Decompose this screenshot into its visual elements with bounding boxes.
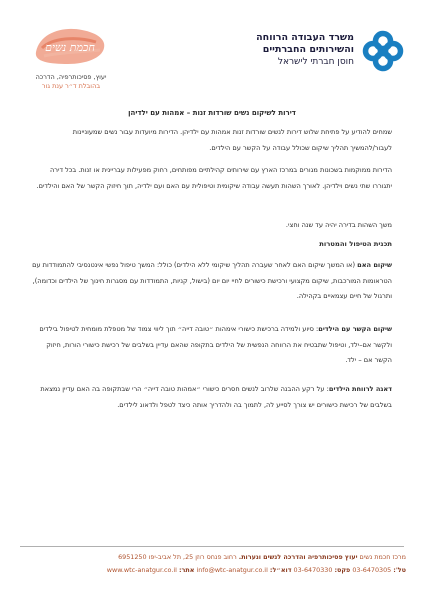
footer-divider xyxy=(20,546,404,547)
footer-web-label: אתר: xyxy=(178,566,195,574)
treatment-label-mother: שיקום האם xyxy=(357,261,392,269)
brand-mark-text: חכמת נשים xyxy=(45,41,95,54)
footer-tel-label: טל': xyxy=(393,566,406,574)
footer-email-label: דוא״ל: xyxy=(269,566,292,574)
footer-org-name: מרכז חכמת נשים xyxy=(359,553,406,561)
footer-address-line xyxy=(18,553,406,561)
treatment-label-bond: שיקום הקשר עם הילדים xyxy=(318,325,392,333)
ministry-name-line1: משרד העבודה הרווחה xyxy=(256,32,354,43)
ministry-knot-logo-icon xyxy=(362,30,404,72)
section-heading: תכנית הטיפול והמטרות xyxy=(319,240,392,248)
document-title: דירות לשיקום נשים שורדות זנות – אמהות עם ילדיהן xyxy=(128,109,296,117)
footer-org-desc: יעוץ פסיכותרפיה והדרכה לנשים ונערות. xyxy=(238,553,358,561)
brand-tagline: יעוץ, פסיכותרפיה, הדרכה xyxy=(35,73,107,81)
intro-paragraph-2: הדירות ממוקמות בשכונות מגורים במרכז הארץ עם שירותים קהילתיים מפותחים, רחוק מפעילות עבריינית או זנות. בכל דירה יתגוררו שתי נשים וילדיהן. לאורך השהות תעשה עבודה שיקומית וטיפולית עם האם ועם ילדיה, תוך חיזוק הקשר של האם והילדים. xyxy=(36,166,392,190)
footer-fax: 03-6470330 xyxy=(293,566,333,574)
footer-fax-label: פקס: xyxy=(334,566,351,574)
treatment-paragraph-bond xyxy=(32,322,392,369)
brand-leader: בהובלת ד״ר ענת גור xyxy=(41,82,101,90)
treatment-paragraph-children xyxy=(32,382,392,413)
treatment-text-children: : על רקע ההבנה שלרוב לנשים חסרים כישורי ״אמהות טובה דייה״ הרי שבתקופה בה האם עדיין נמצאת בשלבים של רכישת כישורים יש צורך לסייע לה, לתמוך בה ולהדריך אותה כיצד לטפל ולדאוג לילדים. xyxy=(40,385,392,409)
footer-tel[interactable]: 03-6470305 xyxy=(352,566,392,574)
footer-address: רחוב פנחס רוזן 25, תל אביב-יפו 6951250 xyxy=(118,553,237,561)
footer-web-link[interactable]: www.wtc-anatgur.co.il xyxy=(106,566,177,574)
footer-email-link[interactable]: info@wtc-anatgur.co.il xyxy=(196,566,268,574)
treatment-label-children: דאגה לרווחת הילדים xyxy=(328,385,392,393)
brush-stroke-logo-icon xyxy=(30,22,110,70)
ministry-name-line2: והשירותים החברתיים xyxy=(262,44,354,55)
intro-paragraph-3: משך השהות בדירה יהיה עד שנה וחצי. xyxy=(285,221,392,229)
ministry-name xyxy=(194,32,354,69)
treatment-text-mother: (או המשך שיקום האם לאחר שעברה תהליך שיקומי ללא הילדים) כולל: המשך טיפול נפשי אינטנסיבי להתמודדות עם הטראומות המורכבות, שיקום מקצועי ורכישת כישורים לחיי יום יום (בישול, קניות, התמודדות עם מסגרות חינוך של הילדים וכדומה), ותרגול של חיים עצמאיים בקהילה. xyxy=(32,261,392,300)
intro-paragraph-1: שמחים להודיע על פתיחת שלוש דירות לנשים שורדות זנות אמהות עם ילדיהן. הדירות מיועדות עבור נשים שמעוניינות לעבור/להמשיך תהליך שיקום שכולל עבודה על הקשר עם הילדים. xyxy=(72,128,392,152)
ministry-slogan: חוסן חברתי לישראל xyxy=(277,57,354,67)
treatment-paragraph-mother xyxy=(32,258,392,305)
treatment-text-bond: : סיוע ולמידה ברכישת כישורי אימהות ״טובה דייה״ תוך ליווי צמוד של מטפלת מומחית לטיפול בילדים ולקשר אם–ילד, וטיפול שתבטיח את הרווחה הנפשית של הילדים בתקופה שהאם עדיין בשלבים של רכישת כישורי הורות, חיזוק הקשר אם – ילד. xyxy=(39,325,392,364)
footer-contact-line xyxy=(18,566,406,574)
